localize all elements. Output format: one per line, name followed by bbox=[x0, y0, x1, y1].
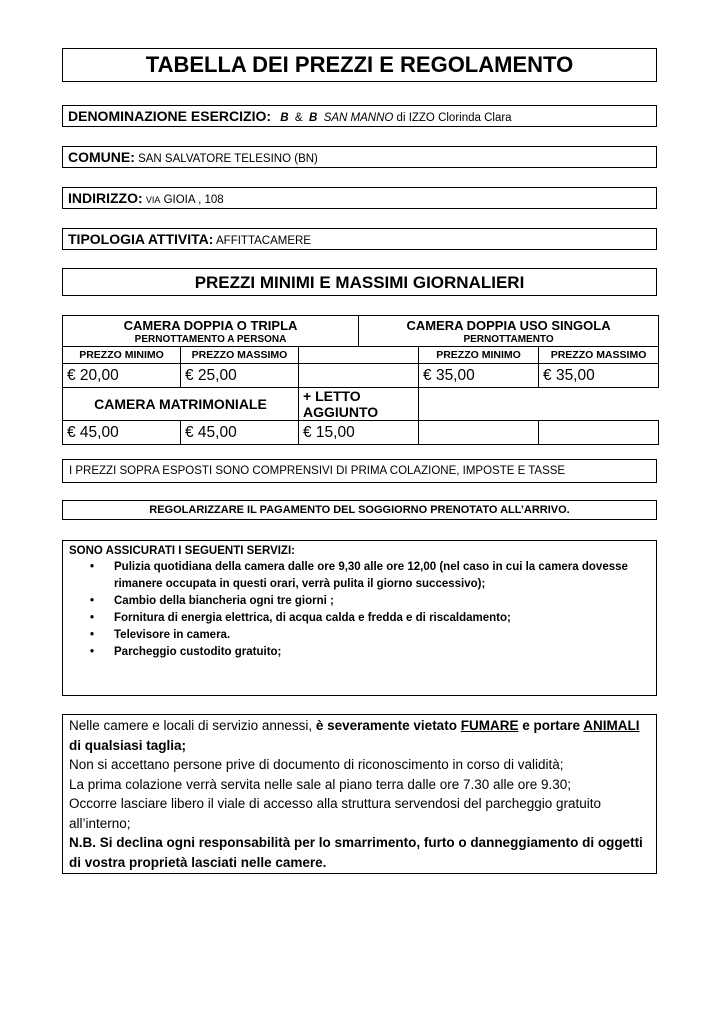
payment-note: REGOLARIZZARE IL PAGAMENTO DEL SOGGIORNO PRENOTATO ALL’ARRIVO. bbox=[62, 500, 657, 520]
rule-nb: N.B. Si declina ogni responsabilità per lo smarrimento, furto o danneggiamento di oggetti di vostra proprietà lasciati nelle camere. bbox=[69, 835, 643, 870]
doppia-tripla-title: CAMERA DOPPIA O TRIPLA bbox=[63, 316, 359, 335]
list-item: • Fornitura di energia elettrica, di acqua calda e fredda e di riscaldamento; bbox=[114, 610, 650, 627]
list-item: • Pulizia quotidiana della camera dalle ore 9,30 alle ore 12,00 (nel caso in cui la camera dovesse rimanere occupata in questi orari, verrà pulita il giorno successivo); bbox=[90, 561, 628, 590]
bullet-icon: • bbox=[90, 646, 95, 658]
indirizzo-label: INDIRIZZO: bbox=[68, 190, 143, 206]
ds-min-label: PREZZO MINIMO bbox=[419, 347, 539, 364]
bb-letter-2: B bbox=[308, 112, 318, 124]
business-name: SAN MANNO bbox=[323, 112, 394, 124]
rules-box bbox=[62, 714, 657, 874]
price-table bbox=[62, 315, 659, 445]
dt-max-label: PREZZO MASSIMO bbox=[181, 347, 299, 364]
ds-max-price: € 35,00 bbox=[539, 364, 659, 388]
tipologia-label: TIPOLOGIA ATTIVITA: bbox=[68, 231, 214, 247]
denominazione-field bbox=[62, 105, 657, 127]
indirizzo-field bbox=[62, 187, 657, 209]
list-item: • Televisore in camera. bbox=[114, 627, 650, 644]
letto-price: € 15,00 bbox=[299, 421, 419, 445]
comune-label: COMUNE: bbox=[68, 149, 135, 165]
doppia-singola-subtitle: PERNOTTAMENTO bbox=[359, 334, 659, 347]
rule-smoking: Nelle camere e locali di servizio annessi, è severamente vietato FUMARE e portare ANIMALI di qualsiasi taglia; bbox=[69, 718, 640, 753]
dt-min-label: PREZZO MINIMO bbox=[63, 347, 181, 364]
dt-max-price: € 25,00 bbox=[181, 364, 299, 388]
empty-cell bbox=[539, 421, 659, 445]
prices-note: I PREZZI SOPRA ESPOSTI SONO COMPRENSIVI DI PRIMA COLAZIONE, IMPOSTE E TASSE bbox=[62, 459, 657, 483]
bullet-icon: • bbox=[90, 629, 95, 641]
services-box bbox=[62, 540, 657, 696]
empty-cell bbox=[299, 347, 419, 364]
services-heading: SONO ASSICURATI I SEGUENTI SERVIZI: bbox=[69, 545, 295, 557]
prices-title: PREZZI MINIMI E MASSIMI GIORNALIERI bbox=[62, 268, 657, 296]
owner-name: di IZZO Clorinda Clara bbox=[396, 112, 512, 124]
m-min-price: € 45,00 bbox=[63, 421, 181, 445]
empty-cell bbox=[299, 364, 419, 388]
bb-letter-1: B bbox=[280, 112, 289, 124]
page-title: TABELLA DEI PREZZI E REGOLAMENTO bbox=[62, 48, 657, 82]
tipologia-value: AFFITTACAMERE bbox=[216, 235, 311, 247]
list-item: • Parcheggio custodito gratuito; bbox=[114, 644, 650, 661]
list-item: • Cambio della biancheria ogni tre giorni ; bbox=[114, 593, 650, 610]
comune-value: SAN SALVATORE TELESINO (BN) bbox=[138, 153, 318, 165]
tipologia-field bbox=[62, 228, 657, 250]
bb-amp: & bbox=[294, 112, 303, 124]
bullet-icon: • bbox=[90, 561, 95, 573]
dt-min-price: € 20,00 bbox=[63, 364, 181, 388]
comune-field bbox=[62, 146, 657, 168]
doppia-singola-title: CAMERA DOPPIA USO SINGOLA bbox=[359, 316, 659, 335]
indirizzo-via: VIA bbox=[145, 195, 161, 205]
empty-cell bbox=[419, 421, 539, 445]
doppia-tripla-subtitle: PERNOTTAMENTO A PERSONA bbox=[63, 334, 359, 347]
ds-max-label: PREZZO MASSIMO bbox=[539, 347, 659, 364]
ds-min-price: € 35,00 bbox=[419, 364, 539, 388]
matrimoniale-title: CAMERA MATRIMONIALE bbox=[63, 388, 299, 421]
bullet-icon: • bbox=[90, 595, 95, 607]
rule-breakfast: La prima colazione verrà servita nelle sale al piano terra dalle ore 7.30 alle ore 9.30; bbox=[69, 776, 572, 792]
letto-title: + LETTO AGGIUNTO bbox=[299, 388, 419, 421]
m-max-price: € 45,00 bbox=[181, 421, 299, 445]
rule-parking: Occorre lasciare libero il viale di accesso alla struttura servendosi del parcheggio gratuito all’interno; bbox=[69, 796, 602, 831]
indirizzo-value: GIOIA , 108 bbox=[163, 194, 224, 206]
denominazione-label: DENOMINAZIONE ESERCIZIO: bbox=[68, 108, 272, 124]
empty-cell bbox=[419, 388, 659, 421]
bullet-icon: • bbox=[90, 612, 95, 624]
rule-documents: Non si accettano persone prive di documento di riconoscimento in corso di validità; bbox=[69, 757, 564, 772]
